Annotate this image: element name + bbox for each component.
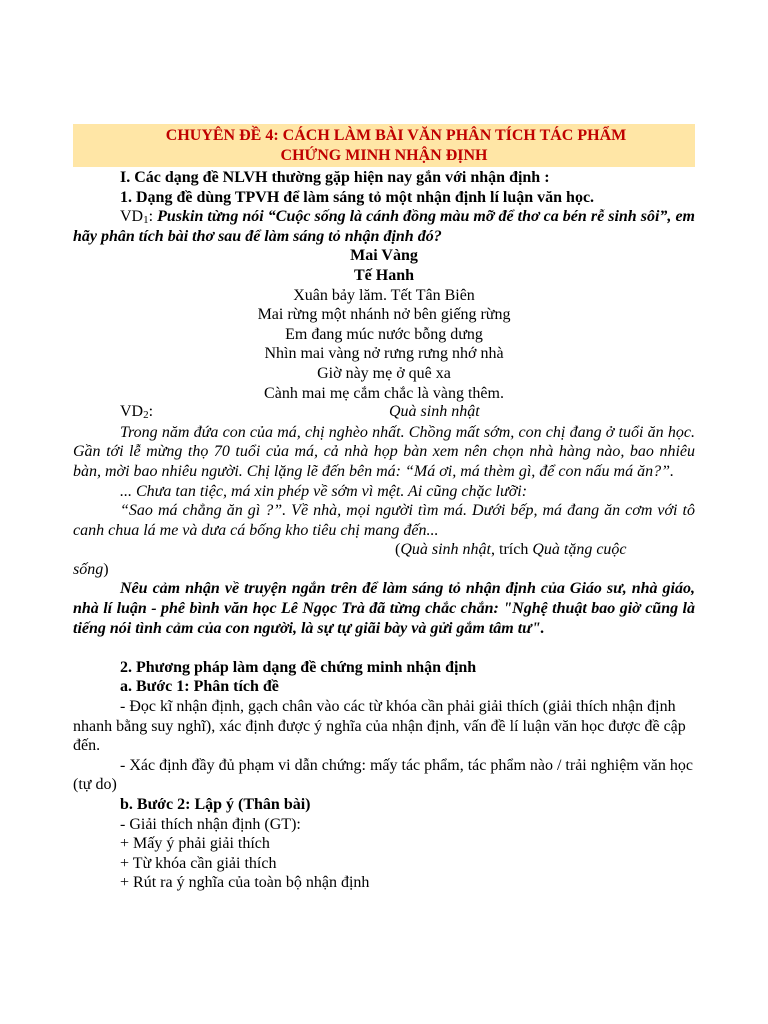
story-paragraph-2: ... Chưa tan tiệc, má xin phép về sớm vì mệt. Ai cũng chặc lưỡi: bbox=[120, 482, 528, 500]
poem-body bbox=[73, 286, 695, 404]
poem-line: Em đang múc nước bỗng dưng bbox=[285, 325, 483, 343]
example-2-prompt: Nêu cảm nhận về truyện ngắn trên để làm sáng tỏ nhận định của Giáo sư, nhà giáo, nhà lí luận - phê bình văn học Lê Ngọc Trà đã từng chắc chắn: "Nghệ thuật bao giờ cũng là tiếng nói tình cảm của con người, là sự tự giãi bày và gửi gắm tâm tư". bbox=[73, 580, 695, 637]
example-1-prompt: Puskin từng nói “Cuộc sống là cánh đồng màu mỡ để thơ ca bén rễ sinh sôi”, em hãy phân tích bài thơ sau để làm sáng tỏ nhận định đó? bbox=[73, 208, 695, 245]
example-1 bbox=[73, 207, 695, 246]
step-b-item: + Rút ra ý nghĩa của toàn bộ nhận định bbox=[120, 874, 370, 892]
section-2-heading: 2. Phương pháp làm dạng đề chứng minh nhận định bbox=[120, 658, 477, 676]
step-b-item: - Giải thích nhận định (GT): bbox=[120, 815, 301, 833]
section-1-sub-heading: 1. Dạng đề dùng TPVH để làm sáng tỏ một nhận định lí luận văn học. bbox=[120, 188, 595, 206]
poem-title: Mai Vàng bbox=[350, 247, 418, 265]
example-2-label: $VD_2$: bbox=[120, 403, 154, 422]
poem-line: Giờ này mẹ ở quê xa bbox=[317, 364, 451, 382]
poem-line: Xuân bảy lăm. Tết Tân Biên bbox=[293, 286, 475, 304]
story-paragraph-1: Trong năm đứa con của má, chị nghèo nhất. Chồng mất sớm, con chị đang ở tuổi ăn học. Gần tới lễ mừng thọ 70 tuổi của má, cả nhà họp bàn xem nên chọn nhà hàng nào, bao nhiêu bàn, mời bao nhiêu người. Chị lặng lẽ đến bên má: “Má ơi, má thèm gì, để con nấu má ăn?”. bbox=[73, 423, 695, 480]
poem-line: Cành mai mẹ cắm chắc là vàng thêm. bbox=[264, 384, 504, 402]
title-line-2: CHỨNG MINH NHẬN ĐỊNH bbox=[280, 147, 488, 164]
document-title bbox=[73, 124, 695, 167]
spacer bbox=[73, 638, 695, 658]
step-b-item: + Từ khóa cần giải thích bbox=[120, 854, 277, 872]
story-source-continued: sống) bbox=[73, 560, 109, 578]
poem-line: Mai rừng một nhánh nở bên giếng rừng bbox=[257, 306, 511, 324]
poem-line: Nhìn mai vàng nở rưng rưng nhớ nhà bbox=[264, 345, 504, 363]
poem-author: Tế Hanh bbox=[353, 266, 414, 284]
example-2-header bbox=[73, 403, 695, 423]
step-b-heading: b. Bước 2: Lập ý (Thân bài) bbox=[120, 796, 311, 813]
document-page bbox=[73, 124, 695, 893]
step-a-item: - Xác định đầy đủ phạm vi dẫn chứng: mấy tác phẩm, tác phẩm nào / trải nghiệm văn học (tự do) bbox=[73, 756, 693, 794]
step-b-item: + Mấy ý phải giải thích bbox=[120, 835, 270, 853]
step-a-item: - Đọc kĩ nhận định, gạch chân vào các từ khóa cần phải giải thích (giải thích nhận định nhanh bằng suy nghĩ), xác định được ý nghĩa của nhận định, vấn đề lí luận văn học được đề cập đến. bbox=[73, 698, 686, 755]
step-a-heading: a. Bước 1: Phân tích đề bbox=[120, 678, 279, 696]
story-paragraph-3: “Sao má chẳng ăn gì ?”. Về nhà, mọi người tìm má. Dưới bếp, má đang ăn cơm với tô canh chua lá me và dưa cá bống kho tiêu chị mang đến... bbox=[73, 502, 695, 539]
story-title: Quà sinh nhật bbox=[389, 403, 480, 421]
section-1-heading: I. Các dạng đề NLVH thường gặp hiện nay gắn với nhận định : bbox=[120, 169, 550, 186]
example-1-label: $VD_1$: bbox=[120, 208, 158, 227]
story-source: (Quà sinh nhật, trích Quà tặng cuộc bbox=[395, 541, 627, 559]
title-line-1: CHUYÊN ĐỀ 4: CÁCH LÀM BÀI VĂN PHÂN TÍCH TÁC PHẨM bbox=[165, 127, 627, 144]
